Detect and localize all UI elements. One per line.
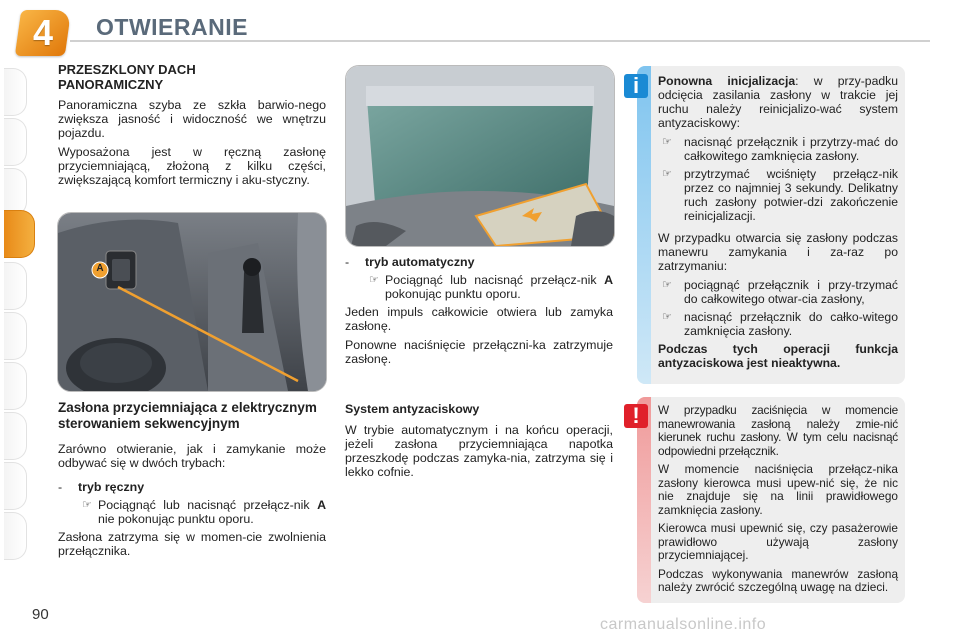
side-tab-4-active xyxy=(4,210,35,258)
auto-step-switch: A xyxy=(604,273,614,287)
auto-mode-dash: - xyxy=(345,255,350,269)
manual-mode-item xyxy=(58,480,326,494)
info-title: Ponowna inicjalizacja xyxy=(658,74,796,88)
warning-icon: ! xyxy=(624,404,648,428)
curtain-paragraph: Zarówno otwieranie, jak i zamykanie może odbywać się w dwóch trybach: xyxy=(58,442,326,470)
pointing-hand-icon: ☞ xyxy=(662,136,672,148)
auto-step-text-a: Pociągnąć lub nacisnąć przełącz-nik xyxy=(385,273,597,287)
auto-step-text-b: pokonując punktu oporu. xyxy=(385,287,521,301)
chapter-number: 4 xyxy=(32,12,54,53)
manual-mode-dash: - xyxy=(58,480,63,494)
auto-note-1: Jeden impuls całkowicie otwiera lub zamyka zasłonę. xyxy=(345,305,613,333)
side-tab-1 xyxy=(4,68,27,116)
manual-step xyxy=(82,498,326,526)
roof-illustration xyxy=(346,66,614,246)
intro-paragraph-1: Panoramiczna szyba ze szkła barwio-nego zwiększa jasność i widoczność we wnętrzu pojazdu. xyxy=(58,98,326,140)
side-tab-2 xyxy=(4,118,27,166)
auto-mode-item xyxy=(345,255,613,269)
warning-paragraph-3: Kierowca musi upewnić się, czy pasażerowie prawidłowo używają zasłony przyciemniającej. xyxy=(658,521,898,562)
auto-step xyxy=(369,273,613,301)
roof-photo xyxy=(345,65,615,247)
info-bullet-2-text: przytrzymać wciśnięty przełącz-nik przez co najmniej 3 sekundy. Delikatny ruch zasłony potwier-dzi zakończenie reinicjalizacji. xyxy=(684,167,898,223)
warning-paragraph-2: W momencie naciśnięcia przełącz-nika zasłony kierowca musi upew-nić się, że nic nie znajduje się na linii prawidłowego zamknięcia zasłony. xyxy=(658,462,898,517)
curtain-heading: Zasłona przyciemniająca z elektrycznym sterowaniem sekwencyjnym xyxy=(58,400,317,431)
warning-paragraph-4: Podczas wykonywania manewrów zasłoną należy zwrócić szczególną uwagę na dzieci. xyxy=(658,566,898,594)
pointing-hand-icon: ☞ xyxy=(662,168,672,180)
watermark: carmanualsonline.info xyxy=(600,616,767,633)
info-bullet-4 xyxy=(662,310,898,338)
side-tab-5 xyxy=(4,262,27,310)
info-title-rest: : w przy-padku odcięcia zasilania zasłony w trakcie jej ruchu należy reinicjalizo-wać system antyzaciskowy: xyxy=(658,74,899,130)
info-bullet-3-text: pociągnąć przełącznik i przy-trzymać do całkowitego otwar-cia zasłony, xyxy=(684,278,898,306)
info-box-bar xyxy=(637,66,651,384)
side-tab-8 xyxy=(4,412,27,460)
section-heading: PRZESZKLONY DACH PANORAMICZNY xyxy=(58,62,196,92)
info-bullet-1 xyxy=(662,135,898,163)
pointing-hand-icon: ☞ xyxy=(662,311,672,323)
warning-paragraph-1: W przypadku zaciśnięcia w momencie manewrowania zasłoną należy zmie-nić kierunek ruchu zasłony. W tym celu nacisnąć odpowiedni przełącznik. xyxy=(658,403,898,458)
pointing-hand-icon: ☞ xyxy=(369,274,379,286)
column-auto xyxy=(345,255,613,371)
pointing-hand-icon: ☞ xyxy=(82,499,92,511)
side-tab-7 xyxy=(4,362,27,410)
column-curtain xyxy=(58,400,326,563)
column-antipinch xyxy=(345,402,613,484)
intro-paragraph-2: Wyposażona jest w ręczną zasłonę przyciemniającą, złożoną z kilku części, zwiększającą komfort termiczny i aku-styczny. xyxy=(58,145,326,187)
page-title: OTWIERANIE xyxy=(96,14,248,40)
info-bullet-2 xyxy=(662,167,898,223)
side-tab-3 xyxy=(4,168,27,216)
side-tab-6 xyxy=(4,312,27,360)
switch-a-label: A xyxy=(96,263,104,274)
manual-mode-label: tryb ręczny xyxy=(78,480,145,494)
auto-note-2: Ponowne naciśnięcie przełączni-ka zatrzymuje zasłonę. xyxy=(345,338,613,366)
console-photo xyxy=(57,212,327,392)
info-bold-note: Podczas tych operacji funkcja antyzaciskowa jest nieaktywna. xyxy=(658,342,898,370)
info-paragraph: W przypadku otwarcia się zasłony podczas manewru zamykania i za-raz po zatrzymaniu: xyxy=(658,231,898,273)
info-bullet-1-text: nacisnąć przełącznik i przytrzy-mać do całkowitego zamknięcia zasłony. xyxy=(684,135,898,163)
page-number: 90 xyxy=(32,606,49,623)
antipinch-heading: System antyzaciskowy xyxy=(345,402,480,416)
manual-step-text-a: Pociągnąć lub nacisnąć przełącz-nik xyxy=(98,498,310,512)
manual-note: Zasłona zatrzyma się w momen-cie zwolnienia przełącznika. xyxy=(58,530,326,558)
side-tab-9 xyxy=(4,462,27,510)
antipinch-paragraph: W trybie automatycznym i na końcu operacji, jeżeli zasłona przyciemniająca napotka przeszkodę podczas zamyka-nia, zatrzyma się i lekko cofnie. xyxy=(345,423,613,479)
manual-step-switch: A xyxy=(317,498,327,512)
side-tab-10 xyxy=(4,512,27,560)
manual-step-text-b: nie pokonując punktu oporu. xyxy=(98,512,254,526)
info-box-content xyxy=(658,74,898,375)
warning-box-content xyxy=(658,404,898,600)
console-illustration xyxy=(58,213,326,391)
info-icon: i xyxy=(624,74,648,98)
pointing-hand-icon: ☞ xyxy=(662,279,672,291)
info-bullet-4-text: nacisnąć przełącznik do całko-witego zamknięcia zasłony. xyxy=(684,310,898,338)
info-bullet-3 xyxy=(662,278,898,306)
column-intro xyxy=(58,62,326,192)
auto-mode-label: tryb automatyczny xyxy=(365,255,475,269)
